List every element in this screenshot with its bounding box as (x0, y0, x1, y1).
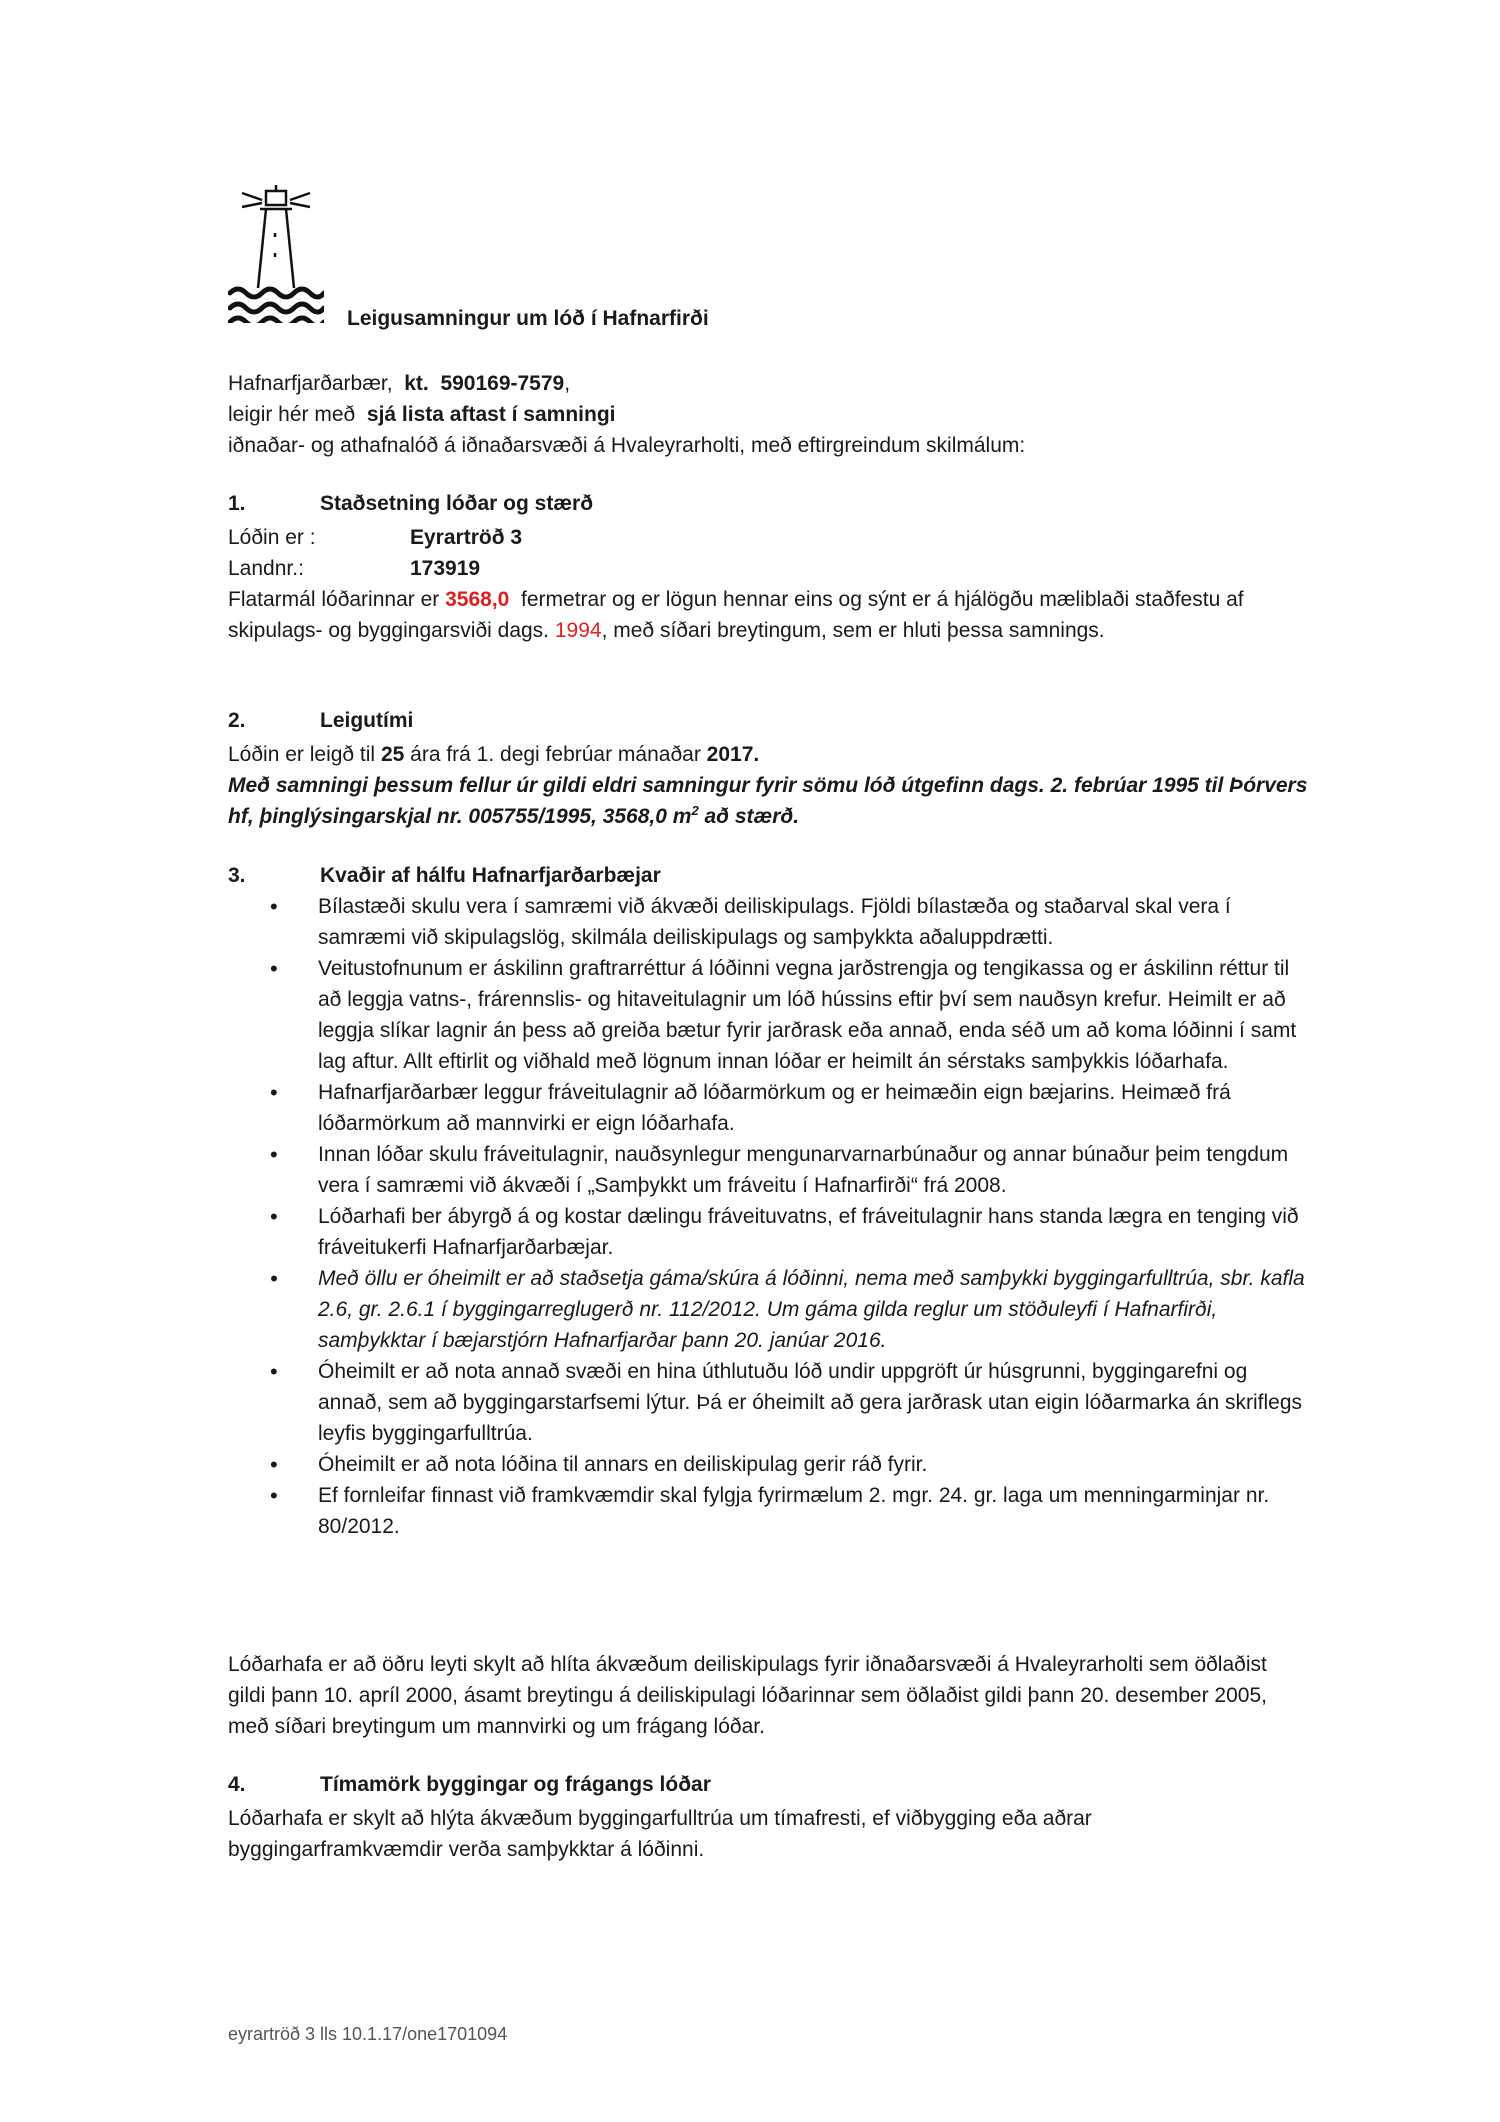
list-item: • Bílastæði skulu vera í samræmi við ákvæði deiliskipulags. Fjöldi bílastæða og staðarval skal vera í samræmi við skipulagslög, skilmála deiliskipulags og samþykkta aðaluppdrætti. (270, 891, 1310, 953)
area-paragraph (228, 584, 1308, 646)
section-2-body (228, 739, 1308, 832)
section-3-heading (228, 864, 661, 888)
kt-value: 590169-7579 (440, 372, 565, 395)
term-middle: ára frá 1. degi febrúar mánaðar (410, 743, 701, 766)
intro-line-1: Hafnarfjarðarbær, kt. 590169-7579, (228, 372, 571, 395)
section-1-number: 1. (228, 492, 246, 515)
section-3-title: Kvaðir af hálfu Hafnarfjarðarbæjar (320, 864, 661, 887)
list-item: • Innan lóðar skulu fráveitulagnir, nauðsynlegur mengunarvarnarbúnaður og annar búnaður þeim tengdum vera í samræmi við ákvæði í „Samþykkt um fráveitu í Hafnarfirði“ frá 2008. (270, 1139, 1310, 1201)
list-item: • Óheimilt er að nota annað svæði en hina úthlutuðu lóð undir uppgröft úr húsgrunni, byggingarefni og annað, sem að byggingarstarfsemi lýtur. Þá er óheimilt að gera jarðrask utan eigin lóðarmarka án skriflegs leyfis byggingarfulltrúa. (270, 1356, 1310, 1449)
list-item: • Lóðarhafi ber ábyrgð á og kostar dælingu fráveituvatns, ef fráveitulagnir hans standa lægra en tenging við fráveitukerfi Hafnarfjarðarbæjar. (270, 1201, 1310, 1263)
section-4-body: Lóðarhafa er skylt að hlýta ákvæðum byggingarfulltrúa um tímafresti, ef viðbygging eða aðrar byggingarframkvæmdir verða samþykktar á lóðinni. (228, 1807, 1092, 1861)
intro-line-2 (228, 399, 1308, 430)
landnr-value: 173919 (410, 557, 481, 580)
supersede-note-end: að stærð. (698, 805, 800, 828)
area-date: 1994 (554, 619, 602, 642)
lighthouse-logo-icon (228, 183, 324, 323)
area-end: , með síðari breytingum, sem er hluti þessa samnings. (601, 619, 1105, 642)
area-suffix: fermetrar og er lögun hennar eins og sýnt er á hjálögðu mæliblaði staðfestu af skipulags- og byggingarsviði dags. (228, 588, 1244, 642)
section-2-heading (228, 709, 413, 733)
lessor-name: Hafnarfjarðarbær, (228, 372, 393, 395)
intro-line-3: iðnaðar- og athafnalóð á iðnaðarsvæði á Hvaleyrarholti, með eftirgreindum skilmálum: (228, 434, 1026, 457)
term-years: 25 (380, 743, 405, 766)
section-3-paragraph: Lóðarhafa er að öðru leyti skylt að hlíta ákvæðum deiliskipulags fyrir iðnaðarsvæði á Hvaleyrarholti sem öðlaðist gildi þann 10. apríl 2000, ásamt breytingu á deiliskipulagi lóðarinnar sem öðlaðist gildi þann 20. desember 2005, með síðari breytingum um mannvirki og um frágang lóðar. (228, 1653, 1267, 1738)
intro-block (228, 368, 1308, 461)
section-4-title: Tímamörk byggingar og frágangs lóðar (320, 1773, 711, 1796)
landnr-row (228, 553, 1308, 584)
lot-label: Lóðin er : (228, 526, 316, 549)
list-item: • Hafnarfjarðarbær leggur fráveitulagnir að lóðarmörkum og er heimæðin eign bæjarins. Heimæð frá lóðarmörkum að mannvirki er eign lóðarhafa. (270, 1077, 1310, 1139)
section-2-number: 2. (228, 709, 246, 732)
lot-value: Eyrartröð 3 (410, 526, 523, 549)
term-year: 2017. (706, 743, 760, 766)
list-item: • Veitustofnunum er áskilinn graftrarréttur á lóðinni vegna jarðstrengja og tengikassa og er áskilinn réttur til að leggja vatns-, frárennslis- og hitaveitulagnir um lóð hússins eftir því sem nauðsyn krefur. Heimilt er að leggja slíkar lagnir án þess að greiða bætur fyrir jarðrask eða annað, enda séð um að koma lóðinni í samt lag aftur. Allt eftirlit og viðhald með lögnum innan lóðar er heimilt án sérstaks samþykkis lóðarhafa. (270, 953, 1310, 1077)
list-item: • Með öllu er óheimilt er að staðsetja gáma/skúra á lóðinni, nema með samþykki byggingarfulltrúa, sbr. kafla 2.6, gr. 2.6.1 í byggingarreglugerð nr. 112/2012. Um gáma gilda reglur um stöðuleyfi í Hafnarfirði, samþykktar í bæjarstjórn Hafnarfjarðar þann 20. janúar 2016. (270, 1263, 1310, 1356)
term-line (228, 739, 1308, 770)
section-1-heading (228, 492, 593, 516)
landnr-label: Landnr.: (228, 557, 304, 580)
kt-label: kt. (404, 372, 429, 395)
document-title: Leigusamningur um lóð í Hafnarfirði (347, 307, 709, 330)
section-4-number: 4. (228, 1773, 246, 1796)
area-value: 3568,0 (445, 588, 510, 611)
section-4-heading (228, 1773, 711, 1797)
list-item: • Ef fornleifar finnast við framkvæmdir skal fylgja fyrirmælum 2. mgr. 24. gr. laga um menningarminjar nr. 80/2012. (270, 1480, 1310, 1542)
list-item: • Óheimilt er að nota lóðina til annars en deiliskipulag gerir ráð fyrir. (270, 1449, 1310, 1480)
section-3-bullet-list (270, 891, 1310, 1542)
term-prefix: Lóðin er leigð til (228, 743, 376, 766)
area-prefix: Flatarmál lóðarinnar er (228, 588, 440, 611)
lessee-prefix: leigir hér með (228, 403, 356, 426)
page-footer: eyrartröð 3 lls 10.1.17/one1701094 (228, 2024, 508, 2044)
lessee-value: sjá lista aftast í samningi (366, 403, 616, 426)
lot-row (228, 522, 1308, 553)
section-1-body (228, 522, 1308, 646)
supersede-note-sup: 2 (691, 803, 699, 818)
section-1-title: Staðsetning lóðar og stærð (320, 492, 594, 515)
supersede-note (228, 770, 1308, 832)
section-2-title: Leigutími (320, 709, 414, 732)
supersede-note-text: Með samningi þessum fellur úr gildi eldri samningur fyrir sömu lóð útgefinn dags. 2. febrúar 1995 til Þórvers hf, þinglýsingarskjal nr. 005755/1995, 3568,0 m (228, 774, 1308, 828)
section-3-number: 3. (228, 864, 246, 887)
